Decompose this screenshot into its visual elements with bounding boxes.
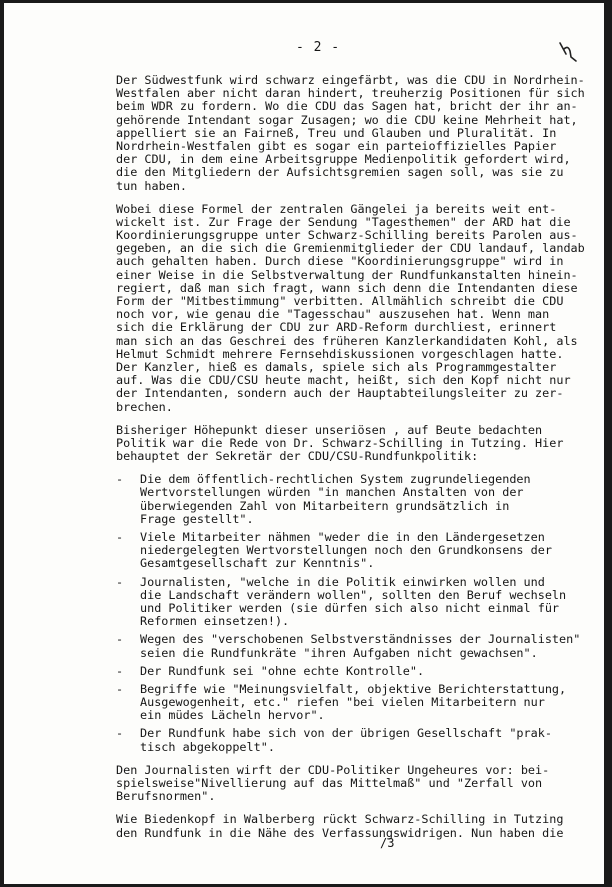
paragraph	[116, 73, 585, 193]
text-line: den Rundfunk in die Nähe des Verfassungswidrigen. Nun haben die	[116, 825, 564, 840]
text-line: Westfalen aber nicht daran hindert, treuherzig Positionen für sich	[116, 86, 585, 101]
text-line: Wie Biedenkopf in Walberberg rückt Schwarz-Schilling in Tutzing	[116, 812, 564, 827]
text-line: Form der "Mitbestimmung" verbitten. Allmählich schreibt die CDU	[116, 294, 564, 308]
text-line: und Politiker werden (sie dürfen sich also nicht einmal für	[140, 600, 560, 615]
text-line: Der Rundfunk sei "ohne echte Kontrolle".	[140, 663, 425, 678]
paragraph	[116, 764, 566, 804]
text-line: die den Mitgliedern der Aufsichtsgremien sagen soll, was sie zu	[116, 165, 564, 180]
bullet-marker: -	[116, 632, 124, 647]
text-line: regiert, daß man sich fragt, wann sich denn die Intendanten diese	[116, 280, 578, 295]
text-line: auch gehalten haben. Durch diese "Koordinierungsgruppe" wird in	[116, 254, 564, 269]
scan-border-top	[0, 0, 612, 3]
bullet-item	[116, 632, 581, 660]
text-line: auf. Was die CDU/CSU heute macht, heißt, sich den Kopf nicht nur	[116, 373, 571, 388]
text-line: gehörende Intendant sogar Zusagen; wo die CDU keine Mehrheit hat,	[116, 112, 578, 127]
text-line: Den Journalisten wirft der CDU-Politiker Ungeheures vor: bei-	[116, 762, 550, 777]
paragraph	[116, 813, 566, 839]
text-line: noch vor, wie genau die "Tagesschau" auszusehen hat. Wenn man	[116, 307, 550, 322]
document-body	[116, 73, 585, 840]
text-line: tisch abgekoppelt".	[140, 739, 275, 754]
text-line: Politik war die Rede von Dr. Schwarz-Schilling in Tutzing. Hier	[116, 435, 564, 450]
bullet-marker: -	[116, 663, 124, 678]
text-line: Bisheriger Höhepunkt dieser unseriösen , auf Beute bedachten	[116, 422, 543, 437]
handwritten-mark-icon	[556, 40, 580, 64]
text-line: wickelt ist. Zur Frage der Sendung "Tagesthemen" der ARD hat die	[116, 214, 571, 229]
text-line: einer Weise in die Selbstverwaltung der Rundfunkanstalten hinein-	[116, 267, 578, 282]
text-line: beim WDR zu fordern. Wo die CDU das Sagen hat, bricht der ihr an-	[116, 99, 578, 114]
bullet-item	[116, 727, 566, 753]
bullet-item	[116, 473, 566, 526]
text-line: Der Südwestfunk wird schwarz eingefärbt, was die CDU in Nordrhein-	[116, 73, 585, 87]
paragraph	[116, 201, 585, 414]
text-line: Der Rundfunk habe sich von der übrigen Gesellschaft "prak-	[140, 726, 552, 741]
paragraph	[116, 424, 566, 464]
bullet-item	[116, 683, 566, 723]
bullet-marker: -	[116, 472, 124, 487]
bullet-marker: -	[116, 681, 124, 696]
text-line: die Landschaft verändern wollen", sollten den Beruf wechseln	[140, 587, 567, 602]
text-line: man sich an das Geschrei des früheren Kanzlerkandidaten Kohl, als	[116, 333, 578, 348]
bullet-item	[116, 665, 566, 678]
text-line: niedergelegten Wertvorstellungen noch den Grundkonsens der	[140, 543, 552, 558]
text-line: Viele Mitarbeiter nähmen "weder die in den Ländergesetzen	[140, 530, 545, 544]
text-line: der CDU, in dem eine Arbeitsgruppe Medienpolitik gefordert wird,	[116, 152, 571, 167]
text-line: ein müdes Lächeln hervor".	[140, 708, 325, 723]
text-line: behauptet der Sekretär der CDU/CSU-Rundfunkpolitik:	[116, 449, 479, 464]
text-line: der Intendanten, sondern auch der Hauptabteilungsleiter zu zer-	[116, 386, 564, 401]
text-line: Die dem öffentlich-rechtlichen System zugrundeliegenden	[140, 472, 531, 487]
text-line: überwiegenden Zahl von Mitarbeitern grundsätzlich in	[140, 498, 510, 513]
text-line: appelliert sie an Fairneß, Treu und Glauben und Pluralität. In	[116, 125, 557, 140]
text-line: gegeben, an die sich die Gremienmitglieder der CDU landauf, landab	[116, 241, 585, 256]
text-line: Begriffe wie "Meinungsvielfalt, objektive Berichterstattung,	[140, 681, 567, 696]
text-line: Wegen des "verschobenen Selbstverständnisses der Journalisten"	[140, 632, 581, 647]
continuation-marker: /3	[380, 836, 395, 850]
text-line: Reformen einsetzen!).	[140, 614, 290, 629]
text-line: seien die Rundfunkräte "ihren Aufgaben nicht gewachsen".	[140, 645, 538, 660]
text-line: Berufsnormen".	[116, 789, 216, 804]
text-line: brechen.	[116, 399, 173, 414]
text-line: Frage gestellt".	[140, 511, 254, 526]
page-number: - 2 -	[296, 40, 341, 55]
stamp-label: h	[556, 40, 557, 41]
bullet-marker: -	[116, 530, 124, 544]
scan-border-right	[604, 0, 612, 887]
text-line: spielsweise"Nivellierung auf das Mittelmaß" und "Zerfall von	[116, 776, 543, 790]
text-line: tun haben.	[116, 178, 188, 193]
text-line: Gesamtgesellschaft zur Kenntnis".	[140, 556, 375, 571]
scan-border-left	[0, 0, 4, 887]
text-line: Nordrhein-Westfalen gibt es sogar ein parteioffizielles Papier	[116, 138, 557, 153]
bullet-item	[116, 531, 566, 571]
text-line: Wobei diese Formel der zentralen Gängelei ja bereits weit ent-	[116, 201, 557, 216]
text-line: Ausgewogenheit, etc." riefen "bei vielen Mitarbeitern nur	[140, 695, 545, 710]
text-line: Helmut Schmidt mehrere Fernsehdiskussionen vorgeschlagen hatte.	[116, 346, 564, 361]
bullet-marker: -	[116, 726, 124, 741]
text-line: Der Kanzler, hieß es damals, spiele sich als Programmgestalter	[116, 359, 557, 374]
text-line: sich die Erklärung der CDU zur ARD-Reform durchliest, erinnert	[116, 320, 557, 335]
bullet-marker: -	[116, 574, 124, 589]
text-line: Wertvorstellungen würden "in manchen Anstalten von der	[140, 485, 524, 500]
text-line: Koordinierungsgruppe unter Schwarz-Schilling bereits Parolen aus-	[116, 228, 578, 243]
text-line: Journalisten, "welche in die Politik einwirken wollen und	[140, 574, 545, 589]
bullet-item	[116, 576, 566, 629]
